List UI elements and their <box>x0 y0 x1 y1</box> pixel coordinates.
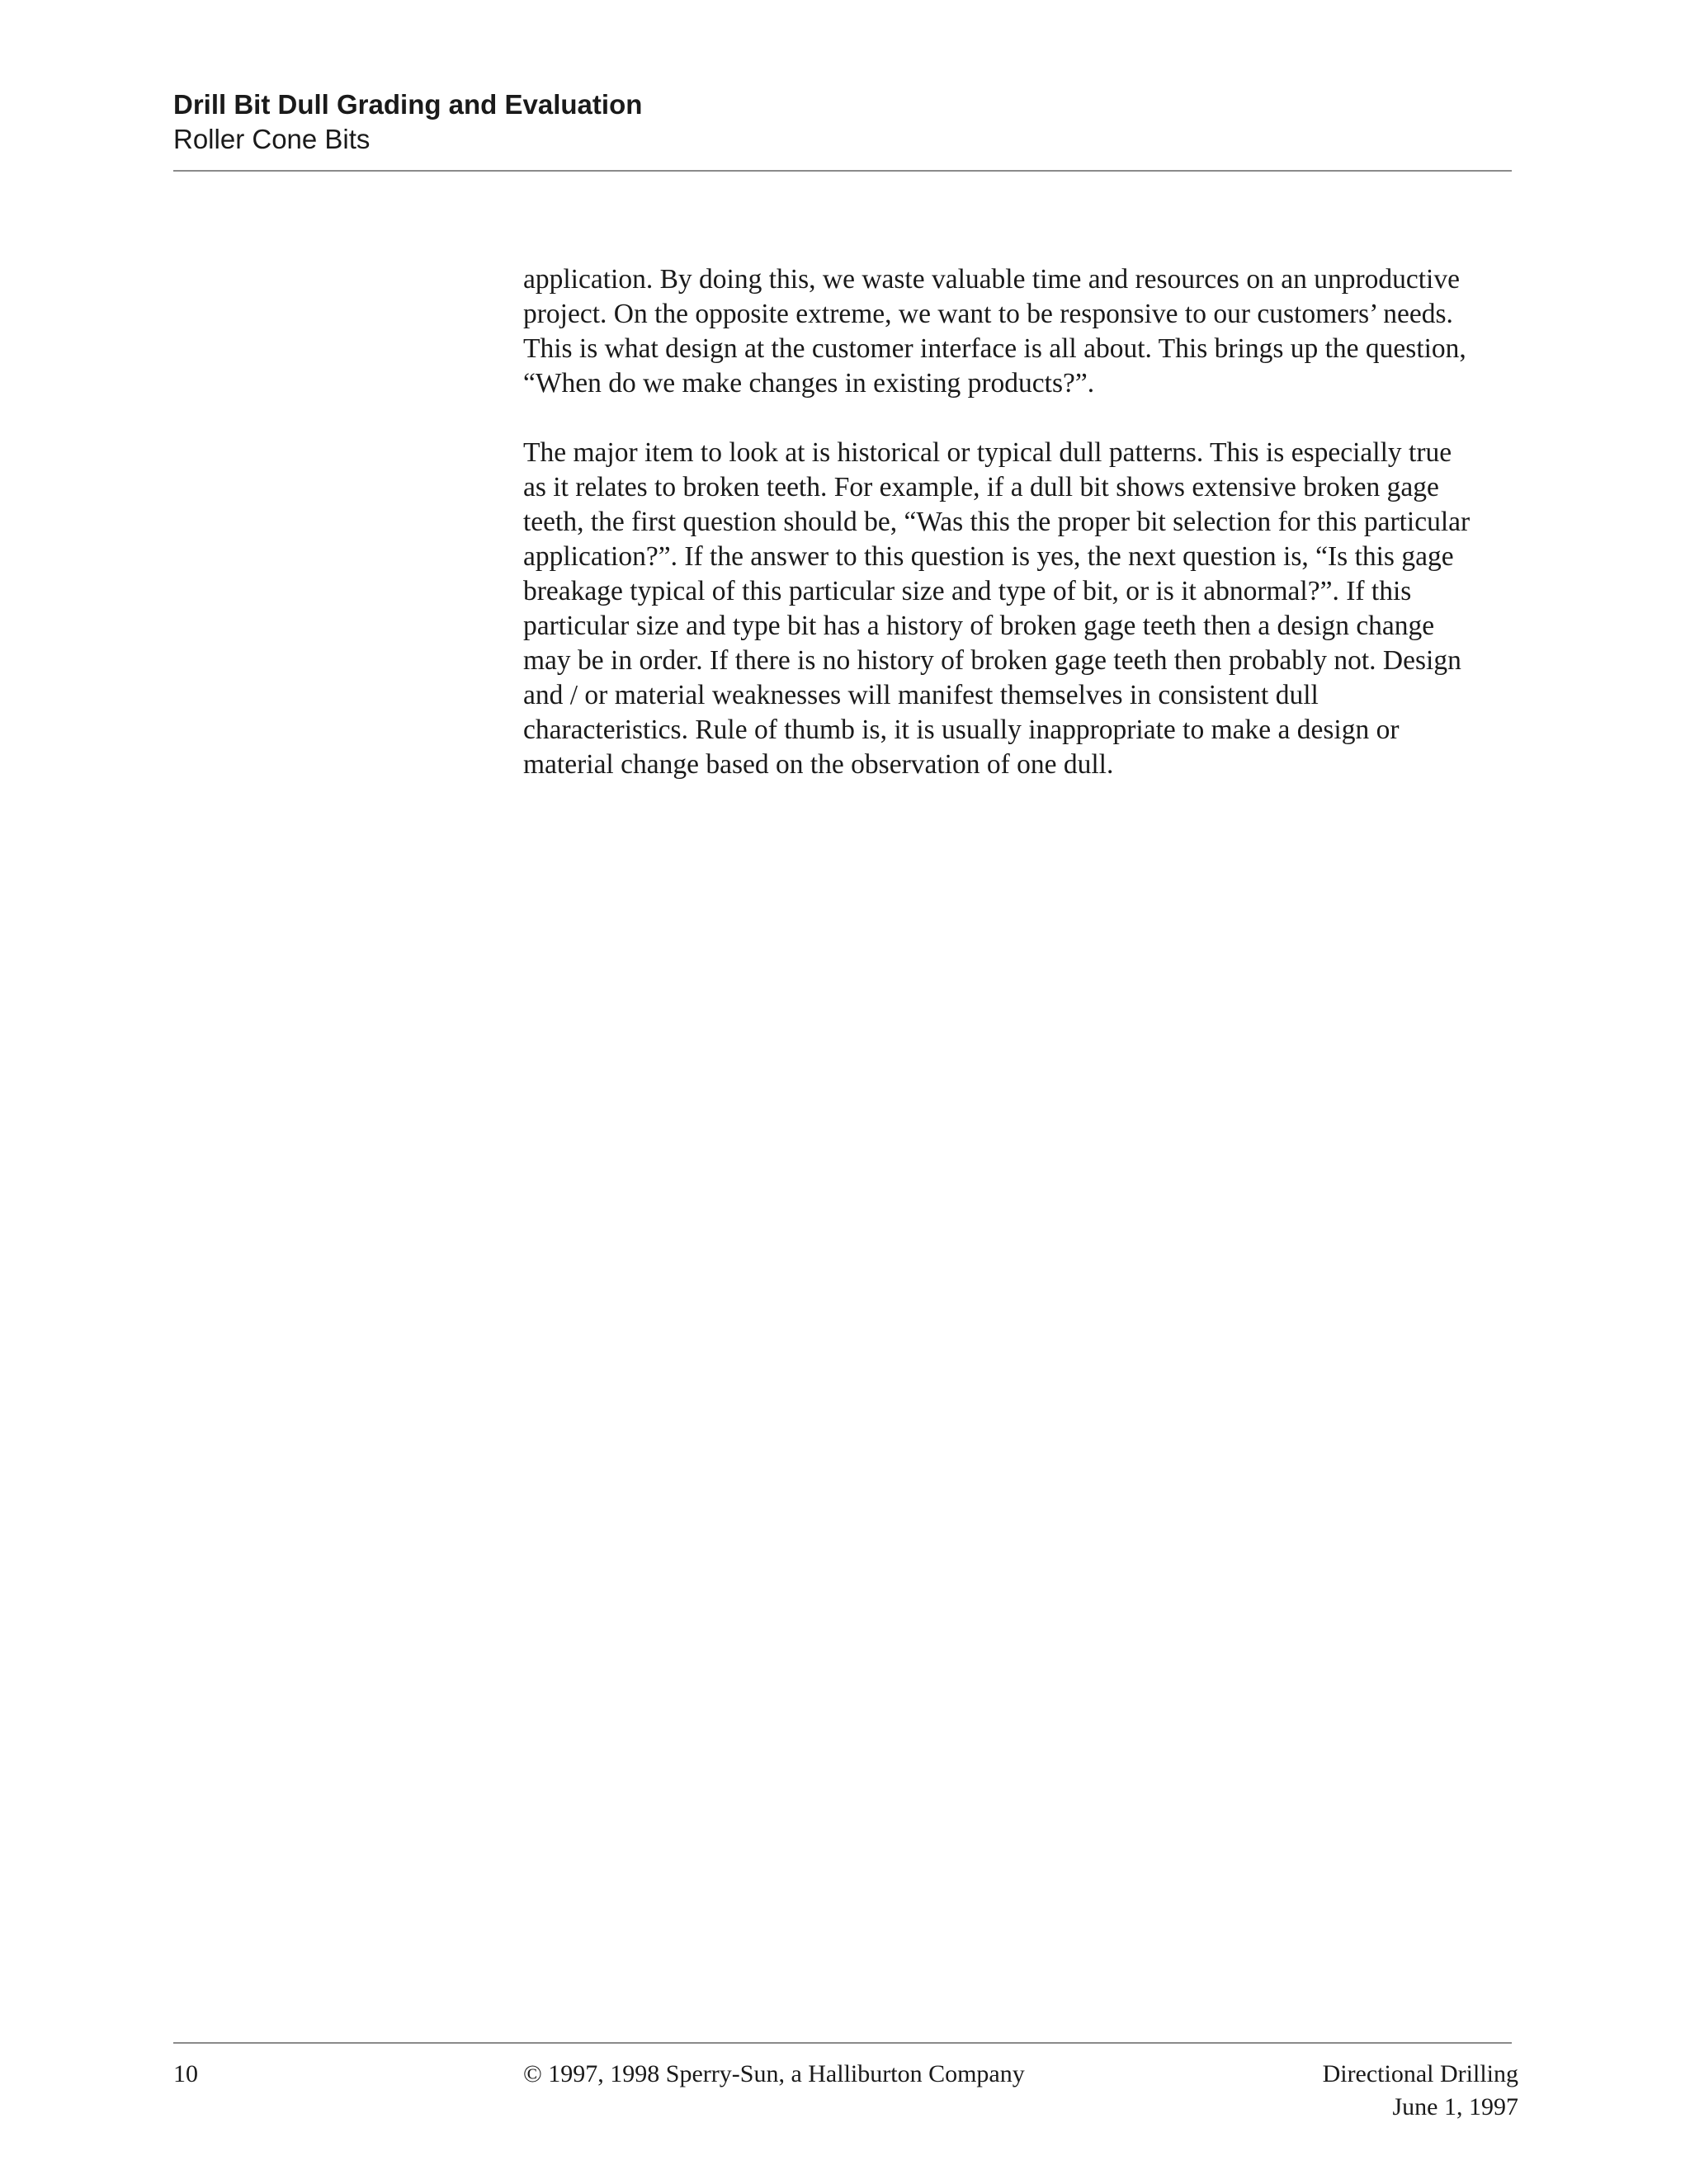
section-subtitle: Roller Cone Bits <box>173 124 371 154</box>
document-title: Drill Bit Dull Grading and Evaluation <box>173 89 643 120</box>
page-number: 10 <box>173 2060 198 2087</box>
page-header <box>173 87 1512 157</box>
footer-divider <box>173 2042 1512 2044</box>
paragraph: application. By doing this, we waste valuable time and resources on an unproductive project. On the opposite extreme, we want to be responsive to our customers’ needs. This is what design at the customer interface is all about. This brings up the question, “When do we make changes in existing products?”. <box>523 264 1466 399</box>
body-text <box>523 262 1522 817</box>
paragraph: The major item to look at is historical or typical dull patterns. This is especially true as it relates to broken teeth. For example, if a dull bit shows extensive broken gage teeth, the first question should be, “Was this the proper bit selection for this particular application?”. If the answer to this question is yes, the next question is, “Is this gage breakage typical of this particular size and type of bit, or is it abnormal?”. If this particular size and type bit has a history of broken gage teeth then a design change may be in order. If there is no history of broken gage teeth then probably not. Design and / or material weaknesses will manifest themselves in consistent dull characteristics. Rule of thumb is, it is usually inappropriate to make a design or material change based on the observation of one dull. <box>523 437 1470 780</box>
footer-date: June 1, 1997 <box>1392 2093 1518 2120</box>
footer-section-name: Directional Drilling <box>1322 2060 1518 2087</box>
footer-right-block <box>1323 2058 1518 2124</box>
header-divider <box>173 170 1512 172</box>
page-footer <box>173 2058 1518 2132</box>
copyright-notice: © 1997, 1998 Sperry-Sun, a Halliburton Company <box>523 2060 1025 2087</box>
